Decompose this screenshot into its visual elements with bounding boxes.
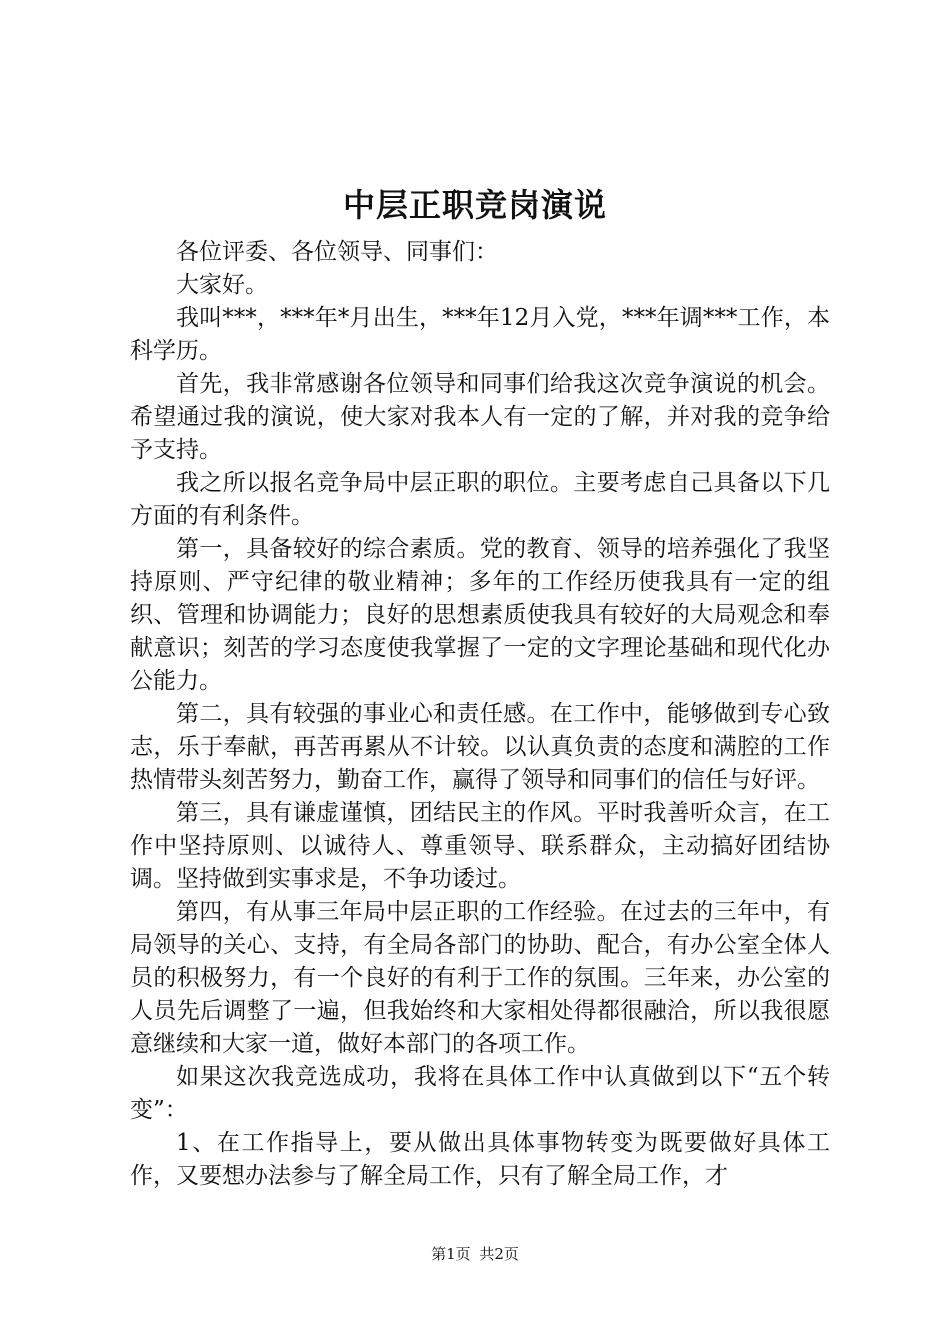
paragraph-thanks: 首先，我非常感谢各位领导和同事们给我这次竞争演说的机会。希望通过我的演说，使大家对我本人有一定的了解，并对我的竞争给予支持。 [130,371,830,463]
paragraph-reason: 我之所以报名竞争局中层正职的职位。主要考虑自己具备以下几方面的有利条件。 [130,470,830,529]
page-total: 共2页 [479,1245,519,1263]
page-number: 第1页 [431,1245,471,1263]
paragraph-point-4: 第四，有从事三年局中层正职的工作经验。在过去的三年中，有局领导的关心、支持，有全局各部门的协助、配合，有办公室全体人员的积极努力，有一个良好的有利于工作的氛围。三年来，办公室的人员先后调整了一遍，但我始终和大家相处得都很融洽，所以我很愿意继续和大家一道，做好本部门的各项工作。 [130,899,830,1057]
paragraph-salutation: 各位评委、各位领导、同事们： [176,239,498,265]
paragraph-point-3: 第三，具有谦虚谨慎，团结民主的作风。平时我善听众言，在工作中坚持原则、以诚待人、尊重领导、联系群众，主动搞好团结协调。坚持做到实事求是，不争功诿过。 [130,800,830,892]
document-title: 中层正职竞岗演说 [342,186,607,224]
paragraph-introduction: 我叫***，***年*月出生，***年12月入党，***年调***工作，本科学历。 [130,305,830,364]
paragraph-change-1: 1、在工作指导上，要从做出具体事物转变为既要做好具体工作，又要想办法参与了解全局工作，只有了解全局工作，才 [130,1130,830,1189]
page-footer [0,1244,950,1264]
paragraph-point-2: 第二，具有较强的事业心和责任感。在工作中，能够做到专心致志，乐于奉献，再苦再累从不计较。以认真负责的态度和满腔的工作热情带头刻苦努力，勤奋工作，赢得了领导和同事们的信任与好评。 [130,701,830,793]
paragraph-point-1: 第一，具备较好的综合素质。党的教育、领导的培养强化了我坚持原则、严守纪律的敬业精神；多年的工作经历使我具有一定的组织、管理和协调能力；良好的思想素质使我具有较好的大局观念和奉献意识；刻苦的学习态度使我掌握了一定的文字理论基础和现代化办公能力。 [130,536,830,694]
paragraph-plan: 如果这次我竞选成功，我将在具体工作中认真做到以下“五个转变”： [130,1064,830,1123]
paragraph-greeting: 大家好。 [176,272,268,298]
document-body [130,236,830,1193]
